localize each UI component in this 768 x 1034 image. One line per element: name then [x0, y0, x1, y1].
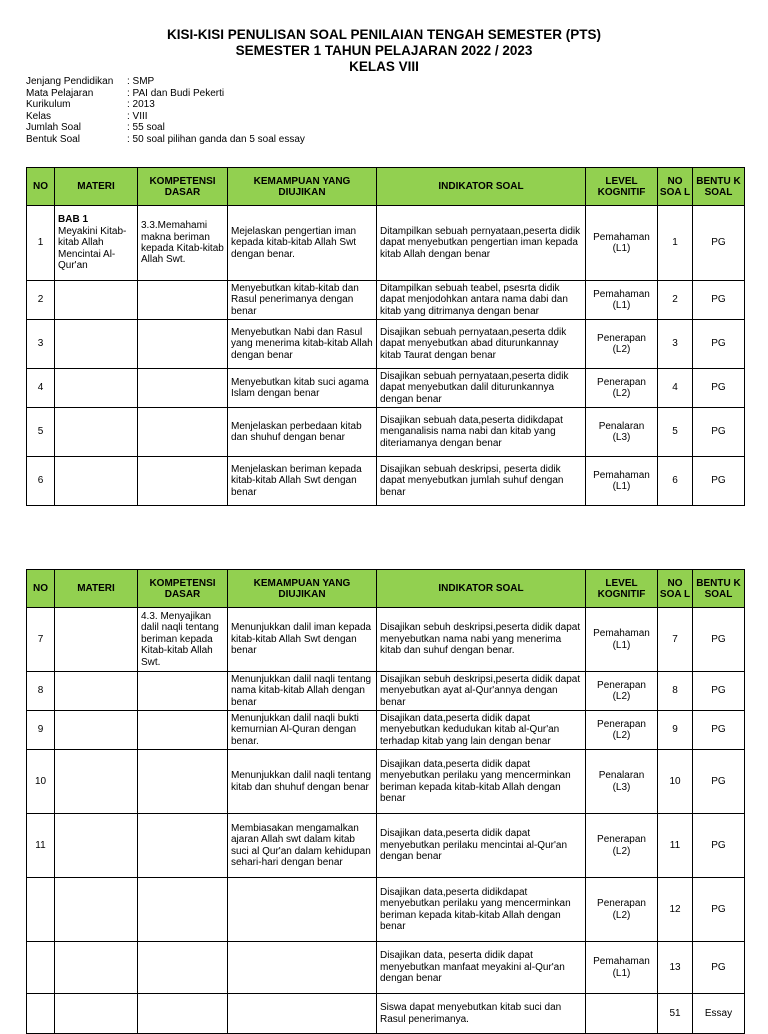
row-number: 9 — [27, 711, 55, 750]
table-row — [27, 750, 745, 814]
indikator-cell: Disajikan data,peserta didikdapat menyebutkan perilaku yang mencerminkan beriman kepada kitab-kitab Allah dengan benar — [377, 878, 586, 942]
bentuk-soal-cell: PG — [693, 942, 745, 994]
col-header-no: NO — [27, 570, 55, 608]
kompetensi-dasar-cell — [138, 994, 228, 1034]
bentuk-soal-cell: PG — [693, 408, 745, 457]
materi-cell — [55, 457, 138, 506]
level-kognitif-cell: Pemahaman (L1) — [586, 206, 658, 281]
meta-row — [26, 99, 305, 111]
kemampuan-cell — [228, 994, 377, 1034]
meta-row — [26, 134, 305, 146]
nomor-soal-cell: 13 — [658, 942, 693, 994]
kompetensi-dasar-cell — [138, 369, 228, 408]
materi-cell — [55, 281, 138, 320]
col-header-kemampuan: KEMAMPUAN YANG DIUJIKAN — [228, 570, 377, 608]
nomor-soal-cell: 51 — [658, 994, 693, 1034]
table-row — [27, 206, 745, 281]
row-number: 8 — [27, 672, 55, 711]
materi-cell — [55, 608, 138, 672]
nomor-soal-cell: 3 — [658, 320, 693, 369]
table-row — [27, 672, 745, 711]
row-number — [27, 942, 55, 994]
bentuk-soal-cell: PG — [693, 608, 745, 672]
col-header-level: LEVEL KOGNITIF — [586, 168, 658, 206]
col-header-indikator: INDIKATOR SOAL — [377, 570, 586, 608]
row-number: 1 — [27, 206, 55, 281]
col-header-kemampuan: KEMAMPUAN YANG DIUJIKAN — [228, 168, 377, 206]
bentuk-soal-cell: PG — [693, 711, 745, 750]
table-row — [27, 814, 745, 878]
kemampuan-cell: Menunjukkan dalil naqli bukti kemurnian Al-Quran dengan benar. — [228, 711, 377, 750]
kemampuan-cell: Menyebutkan kitab suci agama Islam dengan benar — [228, 369, 377, 408]
kompetensi-dasar-cell — [138, 711, 228, 750]
meta-label: Kelas — [26, 110, 52, 122]
table-header-row — [27, 168, 745, 206]
level-kognitif-cell: Penalaran (L3) — [586, 408, 658, 457]
level-kognitif-cell: Pemahaman (L1) — [586, 281, 658, 320]
nomor-soal-cell: 5 — [658, 408, 693, 457]
document-class: KELAS VIII — [349, 59, 419, 74]
table-row — [27, 994, 745, 1034]
level-kognitif-cell: Pemahaman (L1) — [586, 457, 658, 506]
col-header-kd: KOMPETENSI DASAR — [138, 570, 228, 608]
col-header-no-soal: NO SOA L — [658, 570, 693, 608]
col-header-no-soal: NO SOA L — [658, 168, 693, 206]
meta-row — [26, 88, 305, 100]
table-row — [27, 320, 745, 369]
meta-value: : PAI dan Budi Pekerti — [127, 87, 225, 99]
nomor-soal-cell: 4 — [658, 369, 693, 408]
document-title: KISI-KISI PENULISAN SOAL PENILAIAN TENGAH SEMESTER (PTS) — [166, 27, 602, 42]
bentuk-soal-cell: PG — [693, 369, 745, 408]
meta-label: Bentuk Soal — [26, 133, 80, 145]
col-header-kd: KOMPETENSI DASAR — [138, 168, 228, 206]
document-meta — [26, 76, 305, 145]
materi-cell — [55, 814, 138, 878]
kisi-kisi-table-2 — [26, 569, 745, 1034]
nomor-soal-cell: 11 — [658, 814, 693, 878]
col-header-no: NO — [27, 168, 55, 206]
bentuk-soal-cell: PG — [693, 672, 745, 711]
materi-cell — [55, 994, 138, 1034]
bentuk-soal-cell: PG — [693, 281, 745, 320]
row-number: 7 — [27, 608, 55, 672]
indikator-cell: Disajikan sebuah pernyataan,peserta didik dapat menyebutkan dalil diturunkannya dengan benar — [377, 369, 586, 408]
bentuk-soal-cell: PG — [693, 750, 745, 814]
row-number: 10 — [27, 750, 55, 814]
table-row — [27, 608, 745, 672]
kemampuan-cell: Menunjukkan dalil iman kepada kitab-kitab Allah Swt dengan benar — [228, 608, 377, 672]
nomor-soal-cell: 9 — [658, 711, 693, 750]
table-row — [27, 711, 745, 750]
kemampuan-cell — [228, 878, 377, 942]
bentuk-soal-cell: PG — [693, 814, 745, 878]
table-row — [27, 942, 745, 994]
row-number: 2 — [27, 281, 55, 320]
table-row — [27, 408, 745, 457]
nomor-soal-cell: 12 — [658, 878, 693, 942]
nomor-soal-cell: 10 — [658, 750, 693, 814]
indikator-cell: Disajikan data, peserta didik dapat menyebutkan manfaat meyakini al-Qur'an dengan benar — [377, 942, 586, 994]
kompetensi-dasar-cell — [138, 750, 228, 814]
row-number — [27, 878, 55, 942]
kemampuan-cell — [228, 942, 377, 994]
table-row — [27, 878, 745, 942]
nomor-soal-cell: 2 — [658, 281, 693, 320]
level-kognitif-cell: Penerapan (L2) — [586, 369, 658, 408]
chapter-topic: Meyakini Kitab-kitab Allah Mencintai Al-Qur'an — [58, 225, 127, 272]
indikator-cell: Disajikan data,peserta didik dapat menyebutkan kedudukan kitab al-Qur'an terhadap kitab yang lain dengan benar — [377, 711, 586, 750]
table-row — [27, 457, 745, 506]
kemampuan-cell: Menunjukkan dalil naqli tentang kitab dan shuhuf dengan benar — [228, 750, 377, 814]
table-row — [27, 281, 745, 320]
row-number: 4 — [27, 369, 55, 408]
indikator-cell: Disajikan data,peserta didik dapat menyebutkan perilaku yang mencerminkan beriman kepada kitab-kitab Allah dengan benar — [377, 750, 586, 814]
kemampuan-cell: Menyebutkan Nabi dan Rasul yang menerima kitab-kitab Allah dengan benar — [228, 320, 377, 369]
nomor-soal-cell: 1 — [658, 206, 693, 281]
materi-cell — [55, 711, 138, 750]
kisi-kisi-table-1 — [26, 167, 745, 506]
level-kognitif-cell: Penerapan (L2) — [586, 814, 658, 878]
level-kognitif-cell: Pemahaman (L1) — [586, 942, 658, 994]
nomor-soal-cell: 6 — [658, 457, 693, 506]
indikator-cell: Disajikan data,peserta didik dapat menyebutkan perilaku mencintai al-Qur'an dengan benar — [377, 814, 586, 878]
chapter-title: BAB 1 — [58, 214, 89, 226]
materi-cell — [55, 369, 138, 408]
kompetensi-dasar-cell — [138, 281, 228, 320]
materi-cell — [55, 320, 138, 369]
level-kognitif-cell: Penalaran (L3) — [586, 750, 658, 814]
col-header-materi: MATERI — [55, 168, 138, 206]
meta-label: Jumlah Soal — [26, 122, 82, 133]
meta-label: Kurikulum — [26, 99, 71, 110]
kompetensi-dasar-cell — [138, 672, 228, 711]
meta-value: : 55 soal — [127, 122, 165, 133]
meta-value: : VIII — [127, 110, 148, 122]
col-header-materi: MATERI — [55, 570, 138, 608]
kemampuan-cell: Menunjukkan dalil naqli tentang nama kitab-kitab Allah dengan benar — [228, 672, 377, 711]
indikator-cell: Disajikan sebuah pernyataan,peserta ddik dapat menyebutkan abad diturunkannay kitab Taurat dengan benar — [377, 320, 586, 369]
meta-row — [26, 76, 305, 88]
col-header-level: LEVEL KOGNITIF — [586, 570, 658, 608]
level-kognitif-cell — [586, 994, 658, 1034]
bentuk-soal-cell: PG — [693, 457, 745, 506]
bentuk-soal-cell: PG — [693, 320, 745, 369]
kemampuan-cell: Menjelaskan beriman kepada kitab-kitab Allah Swt dengan benar — [228, 457, 377, 506]
level-kognitif-cell: Pemahaman (L1) — [586, 608, 658, 672]
materi-cell — [55, 408, 138, 457]
kemampuan-cell: Menjelaskan perbedaan kitab dan shuhuf dengan benar — [228, 408, 377, 457]
col-header-indikator: INDIKATOR SOAL — [377, 168, 586, 206]
meta-value: : SMP — [127, 76, 155, 87]
materi-cell — [55, 878, 138, 942]
kompetensi-dasar-cell — [138, 408, 228, 457]
indikator-cell: Disajikan sebuah data,peserta didikdapat menganalisis nama nabi dan kitab yang diteriamanya dengan benar — [377, 408, 586, 457]
bentuk-soal-cell: Essay — [693, 994, 745, 1034]
kompetensi-dasar-cell — [138, 942, 228, 994]
meta-row — [26, 111, 305, 123]
bentuk-soal-cell: PG — [693, 206, 745, 281]
meta-label: Mata Pelajaran — [26, 87, 94, 99]
indikator-cell: Disajikan sebuh deskripsi,peserta didik dapat menyebutkan ayat al-Qur'annya dengan benar — [377, 672, 586, 711]
table-row — [27, 369, 745, 408]
col-header-bentuk: BENTU K SOAL — [693, 570, 745, 608]
row-number — [27, 994, 55, 1034]
table-header-row — [27, 570, 745, 608]
kemampuan-cell: Mejelaskan pengertian iman kepada kitab-kitab Allah Swt dengan benar. — [228, 206, 377, 281]
indikator-cell: Ditampilkan sebuah teabel, psesrta didik dapat menjodohkan antara nama dabi dan kitab yang ditrimanya dengan benar — [377, 281, 586, 320]
nomor-soal-cell: 8 — [658, 672, 693, 711]
row-number: 11 — [27, 814, 55, 878]
level-kognitif-cell: Penerapan (L2) — [586, 672, 658, 711]
level-kognitif-cell: Penerapan (L2) — [586, 320, 658, 369]
kompetensi-dasar-cell — [138, 814, 228, 878]
row-number: 6 — [27, 457, 55, 506]
kompetensi-dasar-cell: 3.3.Memahami makna beriman kepada Kitab-kitab Allah Swt. — [138, 206, 228, 281]
kompetensi-dasar-cell — [138, 320, 228, 369]
materi-cell — [55, 942, 138, 994]
indikator-cell: Disajikan sebuah deskripsi, peserta didik dapat menyebutkan jumlah suhuf dengan benar — [377, 457, 586, 506]
kompetensi-dasar-cell — [138, 457, 228, 506]
materi-cell — [55, 672, 138, 711]
document-subtitle: SEMESTER 1 TAHUN PELAJARAN 2022 / 2023 — [235, 43, 533, 58]
meta-row — [26, 122, 305, 134]
bentuk-soal-cell: PG — [693, 878, 745, 942]
level-kognitif-cell: Penerapan (L2) — [586, 711, 658, 750]
col-header-bentuk: BENTU K SOAL — [693, 168, 745, 206]
kemampuan-cell: Menyebutkan kitab-kitab dan Rasul penerimanya dengan benar — [228, 281, 377, 320]
kompetensi-dasar-cell: 4.3. Menyajikan dalil naqli tentang beriman kepada Kitab-kitab Allah Swt. — [138, 608, 228, 672]
nomor-soal-cell: 7 — [658, 608, 693, 672]
meta-value: : 50 soal pilihan ganda dan 5 soal essay — [127, 133, 305, 145]
indikator-cell: Ditampilkan sebuah pernyataan,peserta didik dapat menyebutkan pengertian iman kepada kitab Allah dengan benar — [377, 206, 586, 281]
meta-value: : 2013 — [127, 99, 155, 110]
indikator-cell: Siswa dapat menyebutkan kitab suci dan Rasul penerimanya. — [377, 994, 586, 1034]
indikator-cell: Disajikan sebuh deskripsi,peserta didik dapat menyebutkan nama nabi yang menerima kitab dan suhuf dengan benar. — [377, 608, 586, 672]
row-number: 3 — [27, 320, 55, 369]
row-number: 5 — [27, 408, 55, 457]
meta-label: Jenjang Pendidikan — [26, 76, 114, 87]
materi-cell — [55, 750, 138, 814]
materi-cell — [55, 206, 138, 281]
kemampuan-cell: Membiasakan mengamalkan ajaran Allah swt dalam kitab suci al Qur'an dalam kehidupan sehari-hari dengan benar — [228, 814, 377, 878]
level-kognitif-cell: Penerapan (L2) — [586, 878, 658, 942]
kompetensi-dasar-cell — [138, 878, 228, 942]
